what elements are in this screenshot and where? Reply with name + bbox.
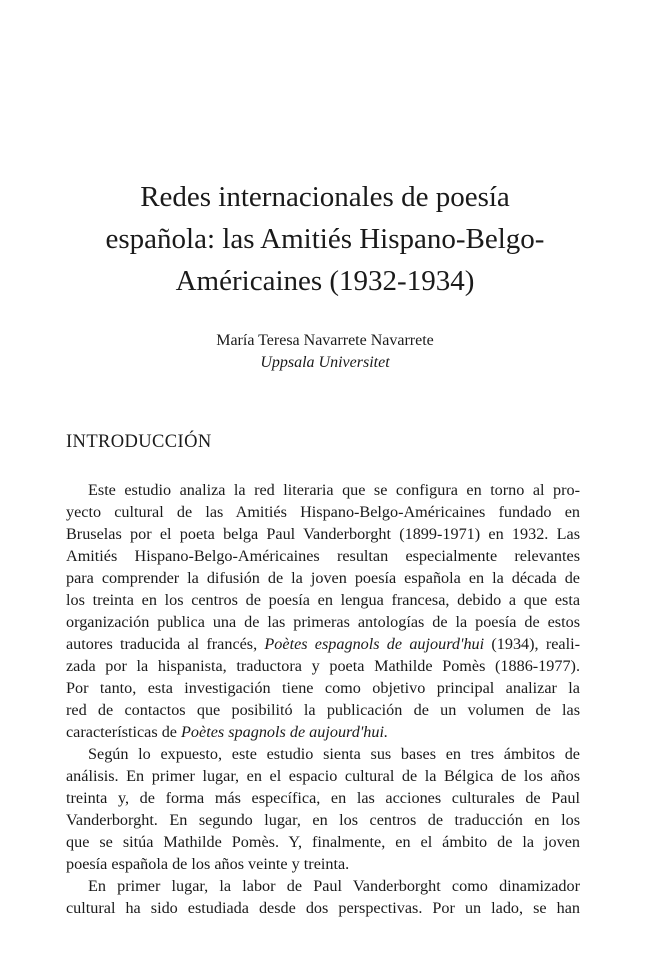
body-line [66,677,580,699]
body-line [66,897,580,919]
italic-book-title: Poètes spagnols de aujourd'hui. [181,723,389,741]
body-line [66,589,580,611]
text-run: cultural ha sido estudiada desde dos perspectivas. Por un lado, se han [66,899,580,917]
author-name: María Teresa Navarrete Navarrete [216,332,434,349]
text-run: Según lo expuesto, este estudio sienta sus bases en tres ámbitos de [88,745,580,763]
body-line [66,567,580,589]
article-title [40,176,610,302]
body-line [66,809,580,831]
text-run: para comprender la difusión de la joven poesía española en la década de [66,569,580,587]
body-line [66,721,580,743]
body-line [66,479,580,501]
text-run: los treinta en los centros de poesía en lengua francesa, debido a que esta [66,591,580,609]
section-heading: INTRODUCCIÓN [66,432,212,452]
title-line: Redes internacionales de poesía [140,181,510,213]
body-line [66,655,580,677]
text-run: que se sitúa Mathilde Pomès. Y, finalmente, en el ámbito de la joven [66,833,580,851]
body-line [66,699,580,721]
body-line [66,765,580,787]
text-run: análisis. En primer lugar, en el espacio cultural de la Bélgica de los años [66,767,580,785]
text-run: Por tanto, esta investigación tiene como objetivo principal analizar la [66,679,580,697]
body-line [66,853,580,875]
body-line [66,545,580,567]
text-run: yecto cultural de las Amitiés Hispano-Belgo-Américaines fundado en [66,503,580,521]
text-run: organización publica una de las primeras antologías de la poesía de estos [66,613,580,631]
text-run: Bruselas por el poeta belga Paul Vanderborght (1899-1971) en 1932. Las [66,525,580,543]
body-line [66,501,580,523]
text-run: red de contactos que posibilitó la publicación de un volumen de las [66,701,580,719]
italic-book-title: Poètes espagnols de aujourd'hui [264,635,485,653]
body-line [66,831,580,853]
title-line: Américaines (1932-1934) [175,265,475,297]
body-text [66,479,580,919]
text-run: Amitiés Hispano-Belgo-Américaines resultan especialmente relevantes [66,547,580,565]
text-run: poesía española de los años veinte y treinta. [66,855,350,873]
text-run: características de [66,723,182,741]
body-line [66,611,580,633]
body-line [66,523,580,545]
author-affiliation: Uppsala Universitet [260,354,390,371]
text-run: En primer lugar, la labor de Paul Vanderborght como dinamizador [88,877,580,895]
text-run: (1934), reali- [484,635,580,653]
text-run: zada por la hispanista, traductora y poeta Mathilde Pomès (1886-1977). [66,657,580,675]
text-run: Este estudio analiza la red literaria que se configura en torno al pro- [88,481,580,499]
text-run: autores traducida al francés, [66,635,265,653]
body-line [66,875,580,897]
body-line [66,633,580,655]
body-line [66,787,580,809]
text-run: Vanderborght. En segundo lugar, en los centros de traducción en los [66,811,580,829]
title-line: española: las Amitiés Hispano-Belgo- [105,223,545,255]
body-line [66,743,580,765]
text-run: treinta y, de forma más específica, en las acciones culturales de Paul [66,789,580,807]
